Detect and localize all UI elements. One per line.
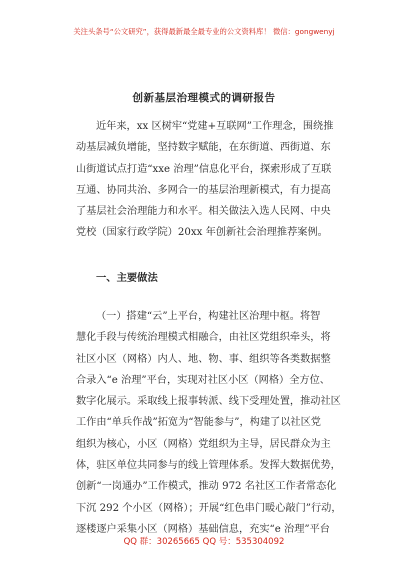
item1-line: 逐楼逐户采集小区（网格）基础信息，充实“e 治理”平台 — [76, 523, 330, 535]
intro-line: 互通、协同共治、多网合一的基层治理新模式，有力提高 — [76, 184, 331, 196]
intro-line: 动基层减负增能，坚持数字赋能，在东街道、西街道、东 — [76, 142, 331, 154]
item1-line: 慧化手段与传统治理模式相融合，由社区党组织牵头，将 — [76, 332, 331, 344]
item1-line: （一）搭建“云”上平台，构建社区治理中枢。将智 — [96, 311, 321, 322]
header-promo-note: 关注头条号“公文研究”，获得最新最全最专业的公文资料库！ 微信：gongwenyj — [73, 27, 335, 36]
item1-line: 下沉 292 个小区（网格）；开展“红色串门暖心敲门”行动， — [76, 502, 342, 514]
intro-line: 近年来，xx 区树牢“党建+互联网”工作理念，围绕推 — [96, 121, 334, 132]
intro-line: 党校（国家行政学院）20xx 年创新社会治理推荐案例。 — [76, 227, 328, 239]
item1-paragraph — [76, 306, 342, 540]
document-title: 创新基层治理模式的调研报告 — [132, 92, 276, 104]
item1-line: 数字化展示。采取线上报事转派、线下受理处置，推动社区 — [76, 396, 341, 408]
item1-line: 创新“一岗通办”工作模式，推动 972 名社区工作者常态化 — [76, 481, 337, 493]
intro-paragraph — [76, 116, 342, 244]
item1-line: 社区小区（网格）内人、地、物、事、组织等各类数据整 — [76, 353, 331, 365]
item1-line: 工作由“单兵作战”拓宽为“智能参与”，构建了以社区党 — [76, 417, 321, 429]
item1-line: 体，驻区单位共同参与的线上管理体系。发挥大数据优势， — [76, 460, 341, 472]
item1-line: 合录入“e 治理”平台，实现对社区小区（网格）全方位、 — [76, 374, 330, 386]
intro-line: 山街道试点打造“xxe 治理”信息化平台，探索形成了互联 — [76, 163, 332, 175]
item1-line: 组织为核心，小区（网格）党组织为主导，居民群众为主 — [76, 438, 331, 450]
section-heading: 一、主要做法 — [96, 272, 158, 284]
intro-line: 了基层社会治理能力和水平。相关做法入选人民网、中央 — [76, 206, 331, 218]
footer-contact-info: QQ 群：30265665 QQ 号：535304092 — [123, 537, 285, 547]
